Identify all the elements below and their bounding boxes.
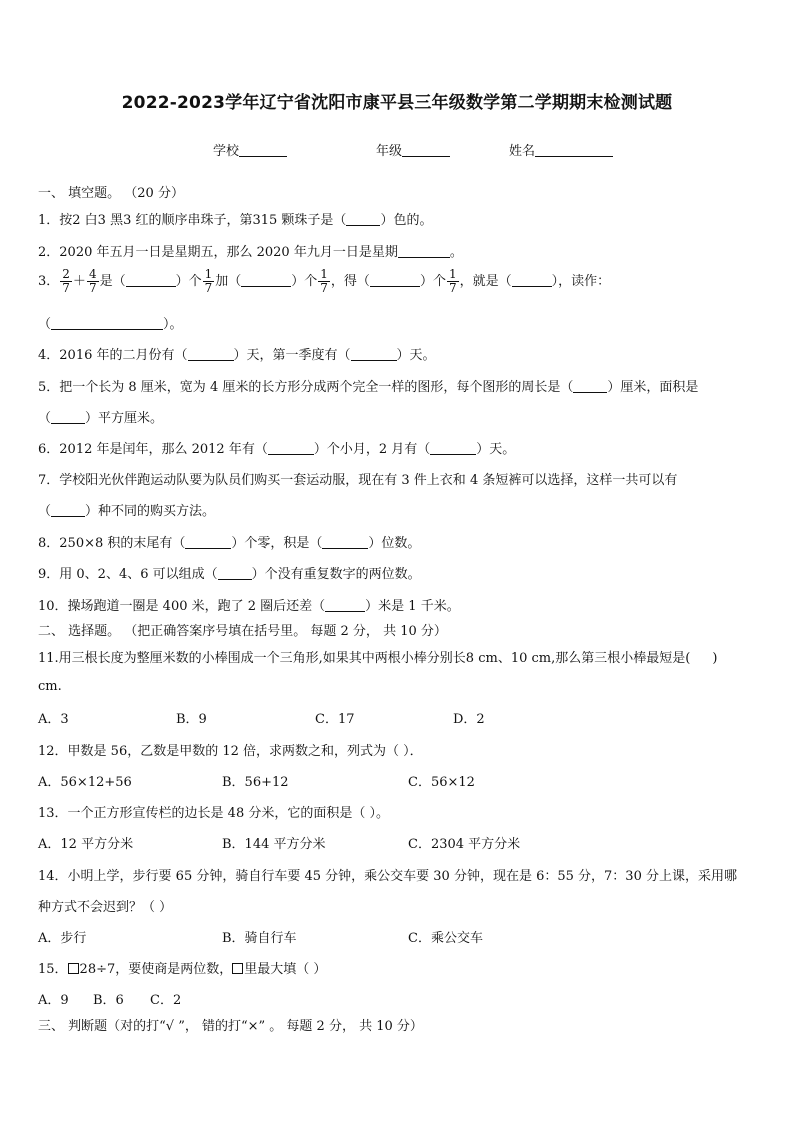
fraction: $\frac{1}{7}$	[204, 267, 213, 295]
fraction: $\frac{1}{7}$	[448, 267, 457, 295]
fraction: $\frac{2}{7}$	[62, 267, 70, 295]
answer-blank[interactable]	[573, 380, 607, 393]
answer-blank[interactable]	[185, 536, 231, 549]
option-a[interactable]: A．3	[38, 712, 69, 727]
option-c[interactable]: C．乘公交车	[408, 931, 483, 946]
answer-blank[interactable]	[512, 274, 552, 287]
option-b[interactable]: B．6	[93, 993, 124, 1008]
question-13: 13．一个正方形宣传栏的边长是 48 分米，它的面积是（ ）。	[38, 806, 389, 821]
grade-label: 年级	[376, 144, 403, 159]
question-5: 5．把一个长为 8 厘米，宽为 4 厘米的长方形分成两个完全一样的图形，每个图形的周长是（ ）厘米，面积是	[38, 380, 699, 395]
name-field[interactable]	[509, 140, 613, 159]
question-5-cont: （ ）平方厘米。	[38, 411, 164, 426]
answer-blank[interactable]	[218, 567, 252, 580]
fraction: $\frac{1}{7}$	[320, 267, 328, 295]
answer-blank[interactable]	[370, 274, 420, 287]
question-11-cont: cm.	[38, 679, 62, 694]
answer-blank[interactable]	[430, 442, 476, 455]
grade-field[interactable]	[376, 140, 450, 159]
option-c[interactable]: C．2304 平方分米	[408, 837, 521, 852]
option-a[interactable]: A．56×12+56	[38, 775, 132, 790]
option-b[interactable]: B．骑自行车	[222, 931, 297, 946]
question-14-cont: 种方式不会迟到？（ ）	[38, 900, 173, 915]
answer-blank[interactable]	[346, 213, 380, 226]
answer-blank[interactable]	[322, 536, 368, 549]
blank-square-icon	[68, 963, 79, 974]
page-title: 2022-2023学年辽宁省沈阳市康平县三年级数学第二学期期末检测试题	[121, 93, 673, 113]
fraction: $\frac{4}{7}$	[88, 267, 97, 295]
answer-blank[interactable]	[241, 274, 291, 287]
answer-blank[interactable]	[398, 245, 450, 258]
question-4: 4．2016 年的二月份有（ ）天，第一季度有（ ）天。	[38, 348, 436, 363]
question-11: 11.用三根长度为整厘米数的小棒围成一个三角形,如果其中两根小棒分别长8 cm、10 cm,那么第三根小棒最短是( )	[38, 651, 718, 666]
option-a[interactable]: A．步行	[38, 931, 87, 946]
section-heading-choice: 二、 选择题。 （把正确答案序号填在括号里。 每题 2 分， 共 10 分）	[38, 624, 447, 639]
name-blank[interactable]	[535, 144, 613, 157]
question-14: 14．小明上学，步行要 65 分钟，骑自行车要 45 分钟，乘公交车要 30 分钟，现在是 6：55 分，7：30 分上课，采用哪	[38, 869, 737, 884]
question-10: 10．操场跑道一圈是 400 米，跑了 2 圈后还差（ ）米是 1 千米。	[38, 599, 460, 614]
option-b[interactable]: B．144 平方分米	[222, 837, 326, 852]
answer-blank[interactable]	[268, 442, 314, 455]
question-3-cont: （ ）。	[38, 317, 183, 332]
section-heading-judge: 三、 判断题（对的打“√ ”， 错的打“×” 。 每题 2 分， 共 10 分）	[38, 1019, 423, 1034]
grade-blank[interactable]	[402, 144, 450, 157]
question-15: 15． 28÷7，要使商是两位数， 里最大填（ ）	[38, 962, 327, 977]
question-1: 1．按2 白3 黑3 红的顺序串珠子，第315 颗珠子是（ ）色的。	[38, 213, 433, 228]
school-blank[interactable]	[239, 144, 287, 157]
question-9: 9．用 0、2、4、6 可以组成（ ）个没有重复数字的两位数。	[38, 567, 421, 582]
section-heading-fill: 一、 填空题。 （20 分）	[38, 186, 184, 201]
question-12: 12．甲数是 56，乙数是甲数的 12 倍，求两数之和，列式为（ ）．	[38, 744, 423, 759]
school-field[interactable]	[213, 140, 287, 159]
question-7-cont: （ ）种不同的购买方法。	[38, 504, 216, 519]
school-label: 学校	[213, 144, 240, 159]
answer-blank[interactable]	[126, 274, 176, 287]
answer-blank[interactable]	[51, 411, 85, 424]
option-b[interactable]: B．9	[176, 712, 207, 727]
question-7: 7．学校阳光伙伴跑运动队要为队员们购买一套运动服，现在有 3 件上衣和 4 条短裤可以选择，这样一共可以有	[38, 473, 678, 488]
answer-blank[interactable]	[188, 348, 234, 361]
question-8: 8．250×8 积的末尾有（ ）个零，积是（ ）位数。	[38, 536, 421, 551]
answer-blank[interactable]	[51, 317, 163, 330]
option-c[interactable]: C．2	[150, 993, 182, 1008]
option-c[interactable]: C．17	[315, 712, 355, 727]
blank-square-icon	[232, 963, 243, 974]
name-label: 姓名	[509, 144, 536, 159]
question-3: 3． $\frac{2}{7}$ ＋ $\frac{4}{7}$ 是（ ）个 $\frac{1}{7}$ 加（ ）个 $\frac{1}{7}$ ，得（ ）个 $\frac{1}{7}$ ，就是（ ），读作：	[38, 267, 611, 295]
option-c[interactable]: C．56×12	[408, 775, 475, 790]
question-2: 2．2020 年五月一日是星期五，那么 2020 年九月一日是星期 。	[38, 245, 463, 260]
answer-blank[interactable]	[51, 504, 85, 517]
option-b[interactable]: B．56+12	[222, 775, 289, 790]
answer-blank[interactable]	[325, 599, 365, 612]
answer-blank[interactable]	[351, 348, 397, 361]
option-a[interactable]: A．12 平方分米	[38, 837, 134, 852]
option-a[interactable]: A．9	[38, 993, 69, 1008]
option-d[interactable]: D．2	[453, 712, 485, 727]
question-6: 6．2012 年是闰年，那么 2012 年有（ ）个小月，2 月有（ ）天。	[38, 442, 516, 457]
